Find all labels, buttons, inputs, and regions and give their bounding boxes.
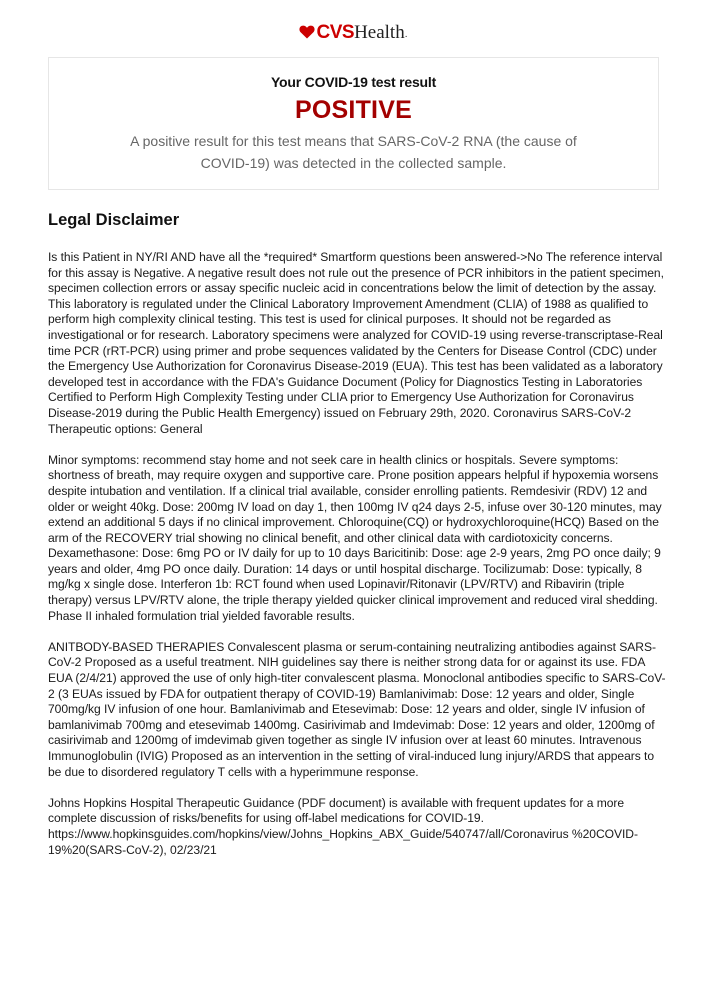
logo-brand-secondary: Health xyxy=(354,22,405,43)
disclaimer-paragraph-symptoms: Minor symptoms: recommend stay home and not seek care in health clinics or hospitals. Severe symptoms: shortness of breath, may require oxygen and supportive care. Prone position appears helpful if hypoxemia worsens despite intubation and ventilation. If a clinical trial available, consider enrolling patients. Remdesivir (RDV) 12 and older or weight 40kg. Dose: 200mg IV load on day 1, then 100mg IV q24 days 2-5, infuse over 30-120 minutes, may extend an additional 5 days if no clinical improvement. Chloroquine(CQ) or hydroxychloroquine(HCQ) Based on the arm of the RECOVERY trial showing no clinical benefit, and other clinical data with cardiotoxicity concerns. Dexamethasone: Dose: 6mg PO or IV daily for up to 10 days Baricitinib: Dose: age 2-9 years, 2mg PO once daily; 9 years and older, 4mg PO once daily. Duration: 14 days or until hospital discharge. Tocilizumab: Dose: typically, 8 mg/kg x single dose. Interferon 1b: RCT found when used Lopinavir/Ritonavir (LPV/RTV) and Ribavirin (triple therapy) versus LPV/RTV alone, the triple therapy yielded quicker clinical improvement and reduced viral shedding. Phase II inhaled formulation trial yielded favorable results. xyxy=(48,452,662,623)
disclaimer-heading: Legal Disclaimer xyxy=(48,211,180,229)
logo-dot: . xyxy=(404,29,408,41)
logo-brand-primary: CVS xyxy=(316,22,355,43)
result-description: A positive result for this test means that SARS-CoV-2 RNA (the cause of COVID-19) was detected in the collected sample. xyxy=(130,133,577,171)
test-result-card xyxy=(48,57,659,190)
disclaimer-paragraph-hopkins: Johns Hopkins Hospital Therapeutic Guidance (PDF document) is available with frequent updates for a more complete discussion of risks/benefits for using off-label medications for COVID-19. https://www.hopkinsguides.com/hopkins/view/Johns_Hopkins_ABX_Guide/540747/all/Coronavirus %20COVID-19%20(SARS-CoV-2), 02/23/21 xyxy=(48,795,638,857)
heart-icon xyxy=(299,24,315,38)
cvs-health-logo xyxy=(0,22,707,44)
disclaimer-paragraph-general: Is this Patient in NY/RI AND have all the *required* Smartform questions been answered->No The reference interval for this assay is Negative. A negative result does not rule out the presence of PCR inhibitors in the patient specimen, specimen collection errors or assay specific nucleic acid in concentrations below the limit of detection by the assay. This laboratory is regulated under the Clinical Laboratory Improvement Amendment (CLIA) of 1988 as qualified to perform high complexity clinical testing. This test is used for clinical purposes. It should not be regarded as investigational or for research. Laboratory specimens were analyzed for COVID-19 using reverse-transcriptase-Real time PCR (rRT-PCR) using primer and probe sequences validated by the Centers for Disease Control (CDC) under the Emergency Use Authorization for Coronavirus Disease-2019 (EUA). This test has been validated as a laboratory developed test in accordance with the FDA's Guidance Document (Policy for Diagnostics Testing in Laboratories Certified to Perform High Complexity Testing under CLIA prior to Emergency Use Authorization for Coronavirus Disease-2019 during the Public Health Emergency) issued on February 29th, 2020. Coronavirus SARS-CoV-2 Therapeutic options: General xyxy=(48,250,664,436)
result-title: Your COVID-19 test result xyxy=(270,74,437,90)
result-status: POSITIVE xyxy=(295,96,412,124)
legal-disclaimer-section xyxy=(48,208,668,858)
disclaimer-paragraph-antibody: ANITBODY-BASED THERAPIES Convalescent plasma or serum-containing neutralizing antibodies against SARS-CoV-2 Proposed as a useful treatment. NIH guidelines say there is neither strong data for or against its use. FDA EUA (2/4/21) approved the use of only high-titer convalescent plasma. Monoclonal antibodies specific to SARS-CoV-2 (3 EUAs issued by FDA for outpatient therapy of COVID-19) Bamlanivimab: Dose: 12 years and older, Single 700mg/kg IV infusion of one hour. Bamlanivimab and Etesevimab: Dose: 12 years and older, single IV infusion of bamlanivimab 700mg and etesevimab 1400mg. Casirivimab and Imdevimab: Dose: 12 years and older, 1200mg of casirivimab and 1200mg of imdevimab given together as single IV infusion over at least 60 minutes. Intravenous Immunoglobulin (IVIG) Proposed as an intervention in the setting of viral-induced lung injury/ARDS that appears to be due to disordered regulatory T cells with a hyperimmune response. xyxy=(48,639,666,779)
